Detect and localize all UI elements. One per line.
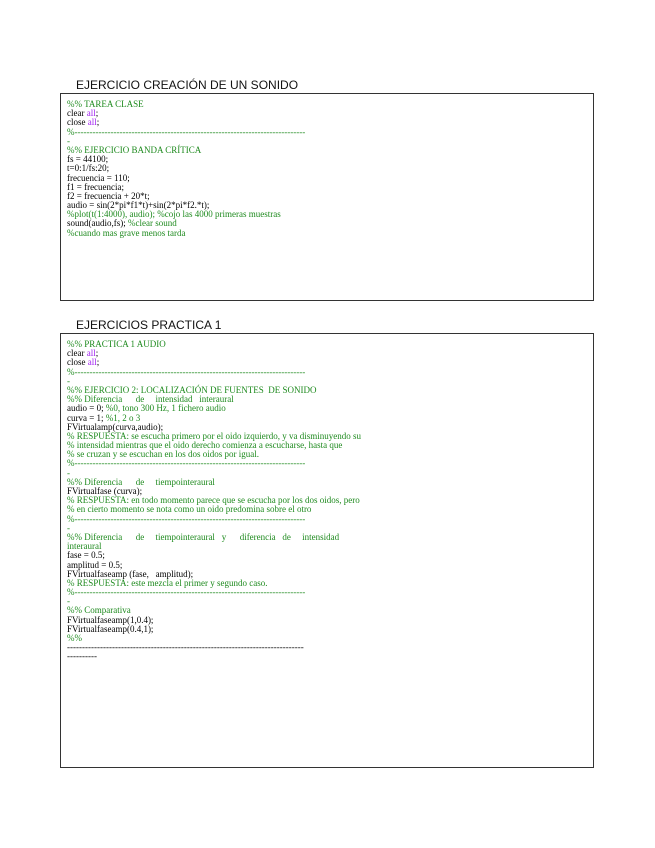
- code-line: [67, 368, 587, 377]
- code-block-sonido: [60, 93, 594, 301]
- code-text: sound(audio,fs);: [67, 218, 128, 229]
- code-line: [67, 128, 587, 137]
- code-comment: %plot(t(1:4000), audio); %cojo las 4000 primeras muestras: [67, 209, 281, 220]
- code-line: [67, 340, 587, 349]
- code-comment: %% EJERCICIO BANDA CRÍTICA: [67, 144, 202, 155]
- code-text: -------------------------------------------------------------------------------: [67, 642, 304, 653]
- code-text: close: [67, 357, 88, 368]
- code-text: f1 = frecuencia;: [67, 181, 125, 192]
- code-comment: % en cierto momento se nota como un oido predomina sobre el otro: [67, 504, 312, 515]
- code-text: fase = 0.5;: [67, 550, 105, 561]
- code-block-practica: [60, 333, 594, 768]
- code-comment: -: [67, 467, 70, 478]
- code-line: [67, 459, 587, 468]
- code-line: [67, 146, 587, 155]
- code-keyword: all: [86, 108, 96, 119]
- code-text: FVirtualfase (curva);: [67, 486, 143, 496]
- code-keyword: all: [87, 117, 97, 128]
- code-text: f2 = frecuencia + 20*t;: [67, 190, 150, 201]
- code-text: FVirtualamp(curva,audio);: [67, 421, 164, 432]
- code-comment: -: [67, 135, 70, 146]
- code-text: audio = sin(2*pi*f1*t)+sin(2*pi*f2.*t);: [67, 200, 210, 211]
- code-text: FVirtualfaseamp(0.4,1);: [67, 623, 154, 634]
- code-text: clear: [67, 348, 87, 359]
- code-comment: %cuando mas grave menos tarda: [67, 227, 186, 238]
- code-text: ;: [96, 117, 100, 128]
- code-text: t=0:1/fs:20;: [67, 163, 110, 174]
- code-line: [67, 164, 587, 173]
- code-comment: %-----------------------------------------------------------------------------: [67, 366, 306, 377]
- code-text: FVirtualfaseamp(1,0.4);: [67, 614, 154, 625]
- code-comment: -: [67, 375, 70, 386]
- code-text: frecuencia = 110;: [67, 172, 130, 183]
- code-line: [67, 404, 587, 413]
- code-text: ;: [95, 108, 99, 119]
- code-comment: %-----------------------------------------------------------------------------: [67, 513, 306, 524]
- code-line: [67, 349, 587, 358]
- code-text: audio = 0;: [67, 403, 106, 414]
- code-comment: %% EJERCICIO 2: LOCALIZACIÓN DE FUENTES DE SONIDO: [67, 384, 317, 395]
- code-comment: %-----------------------------------------------------------------------------: [67, 587, 306, 598]
- code-text: fs = 44100;: [67, 154, 109, 165]
- code-text: clear: [67, 108, 87, 119]
- code-comment: % se cruzan y se escuchan en los dos oidos por igual.: [67, 449, 259, 460]
- section-title-sonido: EJERCICIO CREACIÓN DE UN SONIDO: [76, 78, 299, 92]
- code-text: curva = 1;: [67, 412, 106, 423]
- code-line: [67, 652, 587, 661]
- code-text: ;: [95, 348, 99, 359]
- code-comment: %% Diferencia de tiempointeraural y diferencia de intensidad: [67, 531, 340, 542]
- code-text: close: [67, 117, 88, 128]
- code-comment: -: [67, 522, 70, 533]
- code-comment: %-----------------------------------------------------------------------------: [67, 458, 306, 469]
- code-comment: %% TAREA CLASE: [67, 99, 144, 109]
- code-line: [67, 643, 587, 652]
- code-line: [67, 174, 587, 183]
- code-comment: % RESPUESTA: se escucha primero por el oido izquierdo, y va disminuyendo su: [67, 430, 361, 441]
- code-line: [67, 588, 587, 597]
- code-comment: % RESPUESTA: en todo momento parece que se escucha por los dos oidos, pero: [67, 495, 360, 506]
- code-keyword: all: [86, 348, 96, 359]
- code-line: [67, 515, 587, 524]
- code-comment: %% Diferencia de tiempointeraural: [67, 476, 215, 487]
- code-text: FVirtualfaseamp (fase, amplitud);: [67, 568, 194, 579]
- code-line: [67, 229, 587, 238]
- code-line: [67, 597, 587, 606]
- code-text: ;: [96, 357, 100, 368]
- code-comment: %% PRACTICA 1 AUDIO: [67, 339, 166, 349]
- code-line: [67, 109, 587, 118]
- code-line: [67, 155, 587, 164]
- code-line: [67, 478, 587, 487]
- code-line: [67, 100, 587, 109]
- code-comment: -: [67, 596, 70, 607]
- code-comment: % intensidad mientras que el oido derecho comienza a escucharse, hasta que: [67, 440, 343, 451]
- code-line: [67, 533, 587, 542]
- code-comment: %-----------------------------------------------------------------------------: [67, 126, 306, 137]
- section-title-practica: EJERCICIOS PRACTICA 1: [76, 318, 222, 332]
- code-comment: %% Diferencia de intensidad interaural: [67, 394, 234, 405]
- code-line: [67, 542, 587, 551]
- code-text: ----------: [67, 651, 97, 662]
- code-comment: %1, 2 o 3: [105, 412, 141, 423]
- code-comment: %% Comparativa: [67, 605, 131, 616]
- code-comment: %%: [67, 633, 82, 643]
- code-comment: interaural: [67, 541, 102, 552]
- code-comment: %0, tono 300 Hz, 1 fichero audio: [105, 403, 226, 414]
- code-line: [67, 625, 587, 634]
- code-comment: % RESPUESTA: este mezcla el primer y segundo caso.: [67, 577, 268, 588]
- code-text: amplitud = 0.5;: [67, 559, 123, 570]
- code-comment: %clear sound: [128, 218, 177, 229]
- code-line: [67, 551, 587, 560]
- code-keyword: all: [87, 357, 97, 368]
